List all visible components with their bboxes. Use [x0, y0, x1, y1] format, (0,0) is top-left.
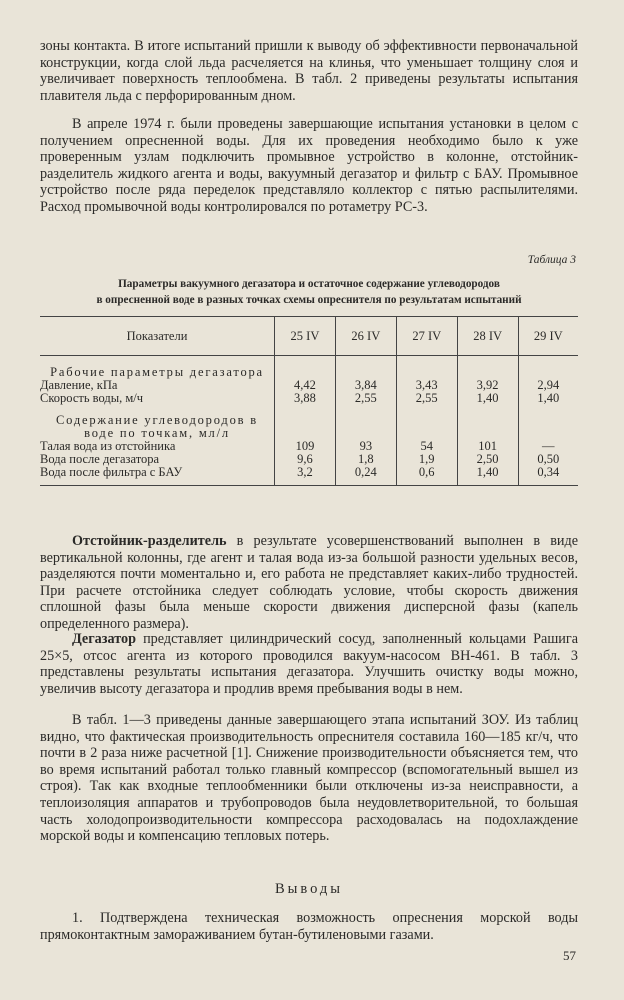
header-date: 29 IV — [518, 317, 578, 356]
paragraph-degasser — [40, 631, 578, 697]
table-title-line1: Параметры вакуумного дегазатора и остаточное содержание углеводородов — [118, 278, 500, 290]
table-header-row — [40, 317, 578, 356]
page-number: 57 — [563, 948, 576, 963]
section-title-conclusions: Выводы — [274, 881, 344, 897]
cell-value: 3,92 — [457, 379, 518, 392]
row-label: Вода после фильтра с БАУ — [40, 466, 275, 486]
table-title — [40, 276, 578, 308]
degasser-table — [40, 316, 578, 486]
table-title-line2: в опресненной воде в разных точках схемы опреснителя по результатам испытаний — [96, 294, 522, 306]
cell-value: 2,94 — [518, 379, 578, 392]
row-label: Вода после дегазатора — [40, 452, 160, 466]
header-date: 28 IV — [457, 317, 518, 356]
term-settler: Отстойник-разделитель — [72, 533, 227, 549]
cell-value: 93 — [335, 440, 396, 453]
group-heading-content: Содержание углеводородов в воде по точкам, мл/л — [56, 413, 258, 440]
group-row — [40, 356, 578, 380]
cell-value: 3,2 — [275, 466, 336, 486]
paragraph-settler-text: в результате усовершенствований выполнен в виде вертикальной колонны, где агент и талая вода из-за большой разности удельных весов, разделяются почти моментально и, его работа не представляет каких-либо трудностей. При расчете отстойника следует соблюдать условие, чтобы скорость движения сплошной фазы была меньше скорости движения дисперсной фазы (капель определенного размера). — [40, 533, 578, 632]
header-indicators: Показатели — [40, 317, 275, 356]
row-label: Талая вода из отстойника — [40, 439, 176, 453]
cell-value: 101 — [457, 440, 518, 453]
cell-value: 2,55 — [396, 392, 457, 405]
cell-value: 4,42 — [275, 379, 336, 392]
cell-value: 3,88 — [275, 392, 336, 405]
row-label: Скорость воды, м/ч — [40, 391, 144, 405]
cell-value: 1,8 — [335, 453, 396, 466]
row-label: Давление, кПа — [40, 378, 118, 392]
paragraph-degasser-text: представляет цилиндрический сосуд, заполненный кольцами Рашига 25×5, отсос агента из которого проводился вакуум-насосом ВН-461. В табл. 3 представлены результаты испытания дегазатора. Улучшить очистку воды можно, увеличив высоту дегазатора и продлив время пребывания воды в нем. — [40, 631, 578, 697]
cell-value: 54 — [396, 440, 457, 453]
cell-value: 1,40 — [457, 466, 518, 486]
paragraph-april-tests: В апреле 1974 г. были проведены завершающие испытания установки в целом с получением опресненной воды. Для их проведения необходимо было к уже проверенным узлам подключить промывное устройство в колонне, отстойник-разделитель жидкого агента и воды, вакуумный дегазатор и фильтр с БАУ. Промывное устройство после ряда переделок представляло коллектор с пятью распылителями. Расход промывочной воды контролировался по ротаметру РС-3. — [40, 116, 578, 215]
table-row — [40, 466, 578, 486]
header-date: 25 IV — [275, 317, 336, 356]
cell-value: 0,6 — [396, 466, 457, 486]
cell-value: 0,34 — [518, 466, 578, 486]
cell-value: 2,50 — [457, 453, 518, 466]
cell-value: 1,40 — [457, 392, 518, 405]
cell-value: 0,50 — [518, 453, 578, 466]
header-date: 26 IV — [335, 317, 396, 356]
cell-value: 1,40 — [518, 392, 578, 405]
term-degasser: Дегазатор — [72, 631, 136, 647]
cell-value: 3,84 — [335, 379, 396, 392]
paragraph-intro: зоны контакта. В итоге испытаний пришли к выводу об эффективности первоначальной конструкции, когда слой льда расчеляется на клинья, что уменьшает толщину слоя и увеличивает поверхность теплообмена. В табл. 2 приведены результаты испытания плавителя льда с перфорированным дном. — [40, 38, 578, 104]
cell-value: 1,9 — [396, 453, 457, 466]
cell-value: 9,6 — [275, 453, 336, 466]
paragraph-settler — [40, 533, 578, 633]
paragraph-results: В табл. 1—3 приведены данные завершающего этапа испытаний ЗОУ. Из таблиц видно, что фактическая производительность опреснителя составила 160—185 кг/ч, что почти в 2 раза ниже расчетной [1]. Снижение производительности объясняется тем, что во время испытаний работал только главный компрессор (вспомогательный вышел из строя). Так как входные теплообменники были отключены из-за неисправности, а теплоизоляция аппаратов и трубопроводов была неудовлетворительной, то большая часть холодопроизводительности компрессора расходовалась на подохлаждение морской воды и компенсацию тепловых потерь. — [40, 712, 578, 845]
cell-value: — — [518, 440, 578, 453]
cell-value: 3,43 — [396, 379, 457, 392]
cell-value: 109 — [275, 440, 336, 453]
cell-value: 2,55 — [335, 392, 396, 405]
table-row — [40, 392, 578, 405]
paragraph-conclusion-1: 1. Подтверждена техническая возможность опреснения морской воды прямоконтактным замораживанием бутан-бутиленовыми газами. — [40, 910, 578, 943]
group-row — [40, 405, 578, 440]
cell-value: 0,24 — [335, 466, 396, 486]
table-label: Таблица 3 — [527, 254, 576, 266]
group-heading-params: Рабочие параметры дегазатора — [50, 365, 264, 379]
header-date: 27 IV — [396, 317, 457, 356]
